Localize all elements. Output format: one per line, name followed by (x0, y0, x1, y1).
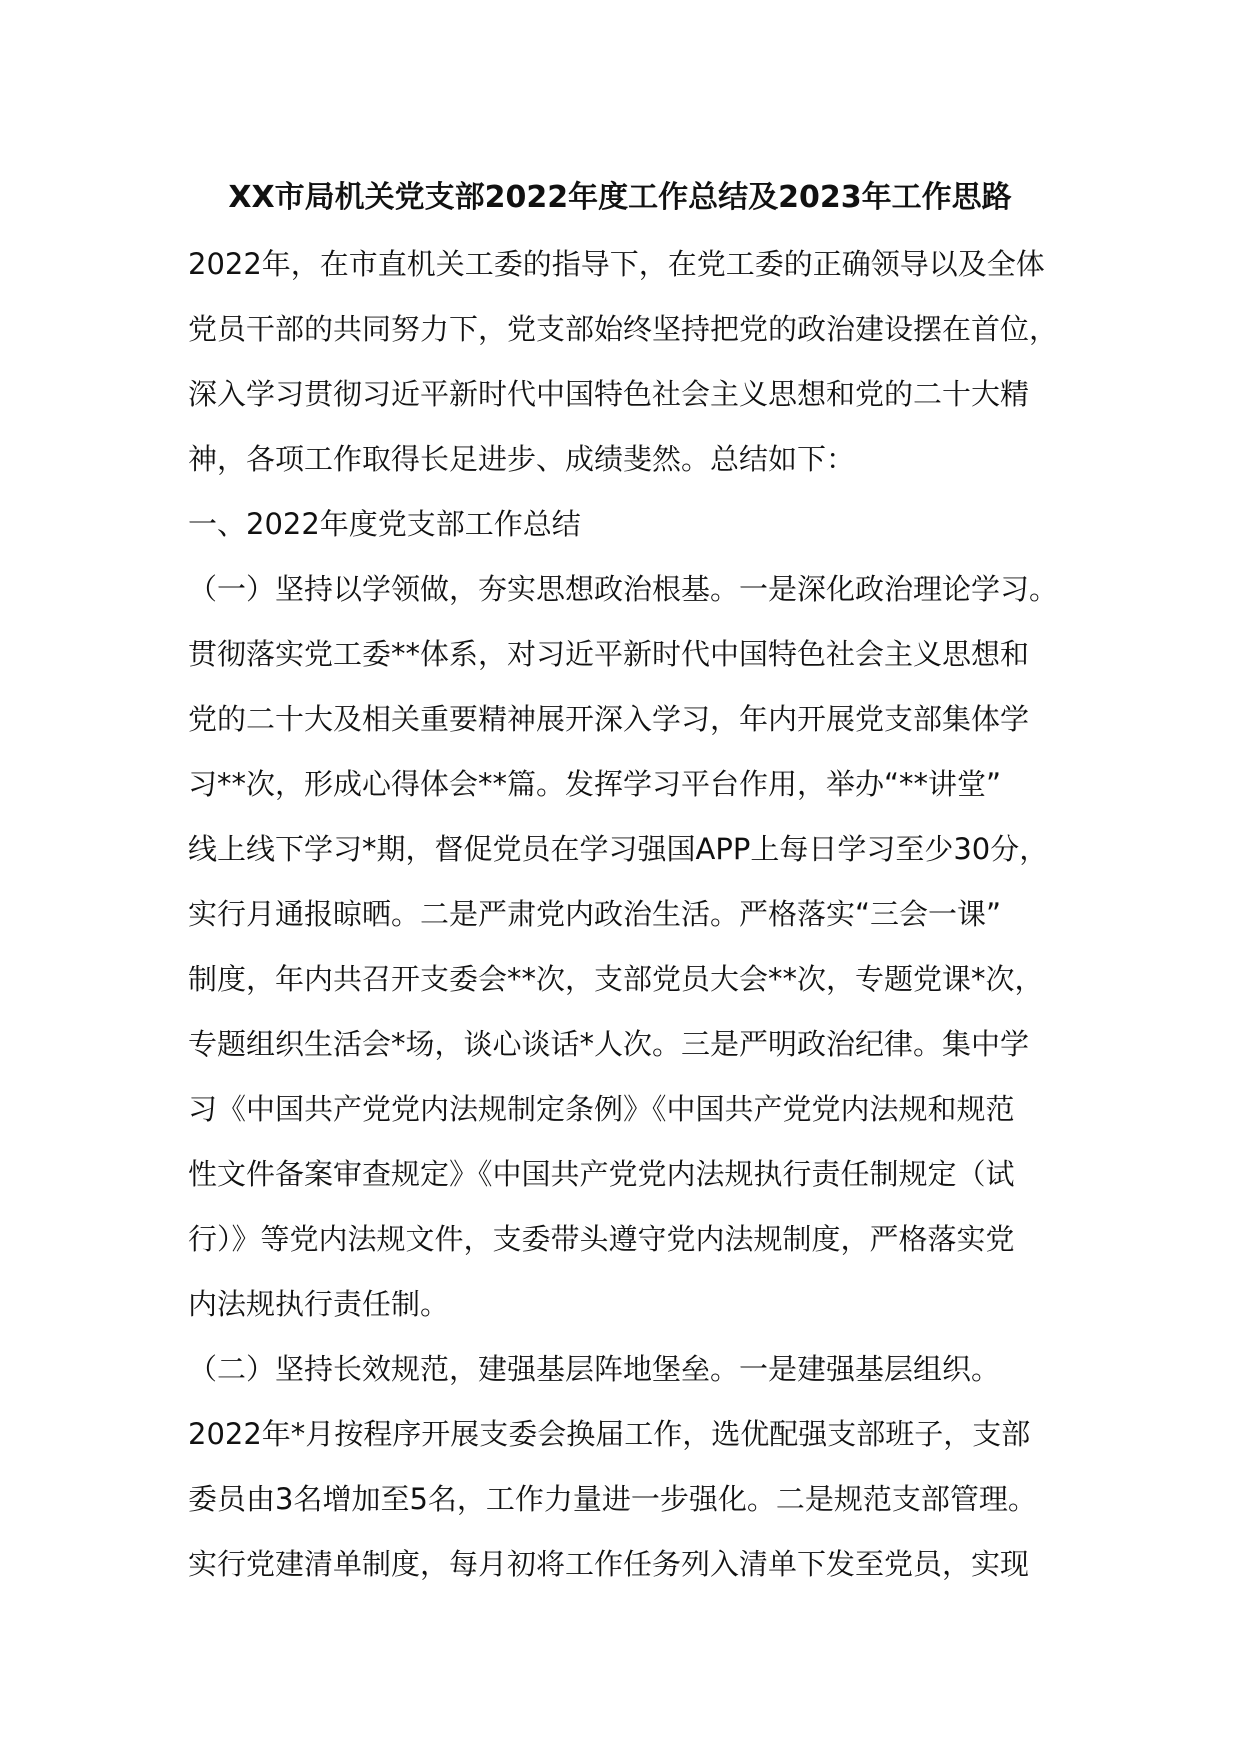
text-line: 深入学习贯彻习近平新时代中国特色社会主义思想和党的二十大精 (188, 377, 1030, 411)
text-line: 习《中国共产党党内法规制定条例》《中国共产党党内法规和规范 (188, 1092, 1015, 1126)
text-line: 党的二十大及相关重要精神展开深入学习，年内开展党支部集体学 (188, 702, 1030, 736)
text-line: （二）坚持长效规范，建强基层阵地堡垒。一是建强基层组织。 (188, 1352, 1001, 1386)
text-line: 实行月通报晾晒。二是严肃党内政治生活。严格落实“三会一课” (188, 897, 1002, 931)
text-line: 行）》等党内法规文件，支委带头遵守党内法规制度，严格落实党 (188, 1222, 1015, 1256)
text-line: 2022年*月按程序开展支委会换届工作，选优配强支部班子，支部 (188, 1417, 1031, 1451)
text-line: 制度，年内共召开支委会**次，支部党员大会**次，专题党课*次， (188, 962, 1044, 996)
text-line: 内法规执行责任制。 (188, 1287, 450, 1321)
text-line: 习**次，形成心得体会**篇。发挥学习平台作用，举办“**讲堂” (188, 767, 1002, 801)
text-line: 贯彻落实党工委**体系，对习近平新时代中国特色社会主义思想和 (188, 637, 1030, 671)
text-line: 实行党建清单制度，每月初将工作任务列入清单下发至党员，实现 (188, 1547, 1030, 1581)
text-line: 线上线下学习*期，督促党员在学习强国APP上每日学习至少30分， (188, 832, 1049, 866)
section-heading: 一、2022年度党支部工作总结 (188, 507, 581, 541)
document-body (188, 232, 1080, 1597)
document-title: XX市局机关党支部2022年度工作总结及2023年工作思路 (228, 180, 1012, 215)
text-line: 神，各项工作取得长足进步、成绩斐然。总结如下： (188, 442, 856, 476)
text-line: 2022年，在市直机关工委的指导下，在党工委的正确领导以及全体 (188, 247, 1045, 281)
text-line: 性文件备案审查规定》《中国共产党党内法规执行责任制规定（试 (188, 1157, 1015, 1191)
text-line: （一）坚持以学领做，夯实思想政治根基。一是深化政治理论学习。 (188, 572, 1059, 606)
text-line: 专题组织生活会*场，谈心谈话*人次。三是严明政治纪律。集中学 (188, 1027, 1030, 1061)
text-line: 委员由3名增加至5名，工作力量进一步强化。二是规范支部管理。 (188, 1482, 1037, 1516)
text-line: 党员干部的共同努力下，党支部始终坚持把党的政治建设摆在首位， (188, 312, 1059, 346)
